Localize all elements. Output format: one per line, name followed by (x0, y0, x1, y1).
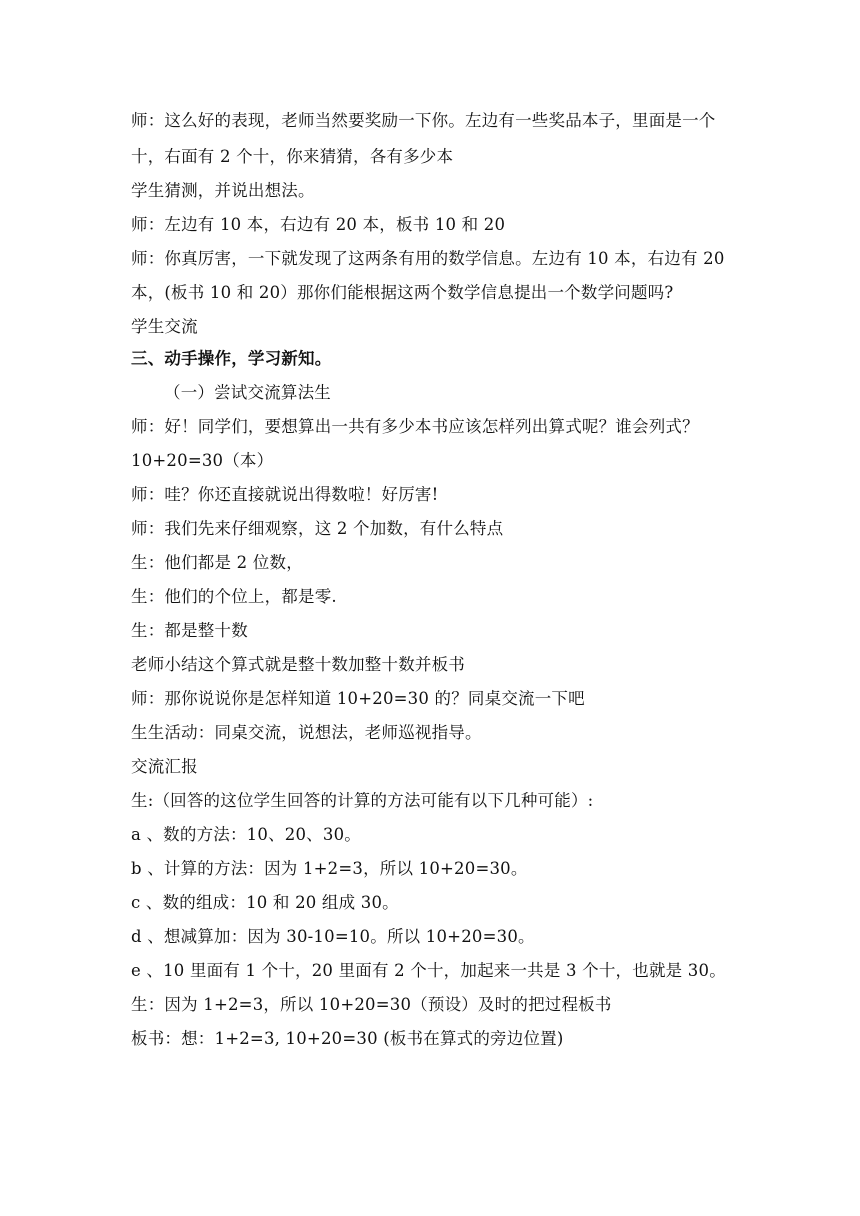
paragraph-line: 十，右面有 2 个十，你来猜猜，各有多少本 (131, 147, 454, 166)
paragraph-line: 师：好！同学们，要想算出一共有多少本书应该怎样列出算式呢？谁会列式？ (131, 417, 699, 436)
paragraph-line: 学生交流 (131, 317, 198, 336)
paragraph-line: 生：他们的个位上，都是零. (131, 587, 337, 606)
paragraph-line: 本，(板书 10 和 20）那你们能根据这两个数学信息提出一个数学问题吗? (131, 283, 674, 302)
paragraph-line: 生：因为 1+2=3，所以 10+20=30（预设）及时的把过程板书 (131, 995, 612, 1014)
paragraph-line: 生：他们都是 2 位数， (131, 553, 303, 572)
paragraph-line: 交流汇报 (131, 757, 198, 776)
paragraph-line: 师：你真厉害，一下就发现了这两条有用的数学信息。左边有 10 本，右边有 20 (131, 249, 725, 268)
paragraph-line: 生生活动：同桌交流，说想法，老师巡视指导。 (131, 723, 482, 742)
paragraph-line: 生:（回答的这位学生回答的计算的方法可能有以下几种可能）: (131, 791, 594, 810)
paragraph-line: 师：这么好的表现，老师当然要奖励一下你。左边有一些奖品本子，里面是一个 (131, 111, 716, 130)
list-item: c 、数的组成：10 和 20 组成 30。 (131, 893, 399, 912)
paragraph-line: 生：都是整十数 (131, 621, 248, 640)
list-item: d 、想减算加：因为 30-10=10。所以 10+20=30。 (131, 927, 535, 946)
paragraph-line: 老师小结这个算式就是整十数加整十数并板书 (131, 655, 465, 674)
section-heading: 三、动手操作，学习新知。 (131, 349, 332, 368)
list-item: a 、数的方法：10、20、30。 (131, 825, 361, 844)
paragraph-line: 学生猜测，并说出想法。 (131, 181, 315, 200)
paragraph-line: 师：那你说说你是怎样知道 10+20=30 的？同桌交流一下吧 (131, 689, 585, 708)
paragraph-line: 师：哇？你还直接就说出得数啦！好厉害! (131, 485, 439, 504)
paragraph-line: 10+20=30（本） (131, 451, 274, 470)
list-item: b 、计算的方法：因为 1+2=3，所以 10+20=30。 (131, 859, 528, 878)
paragraph-line: 师：我们先来仔细观察，这 2 个加数，有什么特点 (131, 519, 504, 538)
paragraph-line: 师：左边有 10 本，右边有 20 本，板书 10 和 20 (131, 215, 506, 234)
list-item: e 、10 里面有 1 个十，20 里面有 2 个十，加起来一共是 3 个十，也就是 30。 (131, 961, 726, 980)
subsection-heading: （一）尝试交流算法生 (164, 383, 331, 402)
paragraph-line: 板书：想：1+2=3, 10+20=30 (板书在算式的旁边位置) (131, 1029, 564, 1048)
